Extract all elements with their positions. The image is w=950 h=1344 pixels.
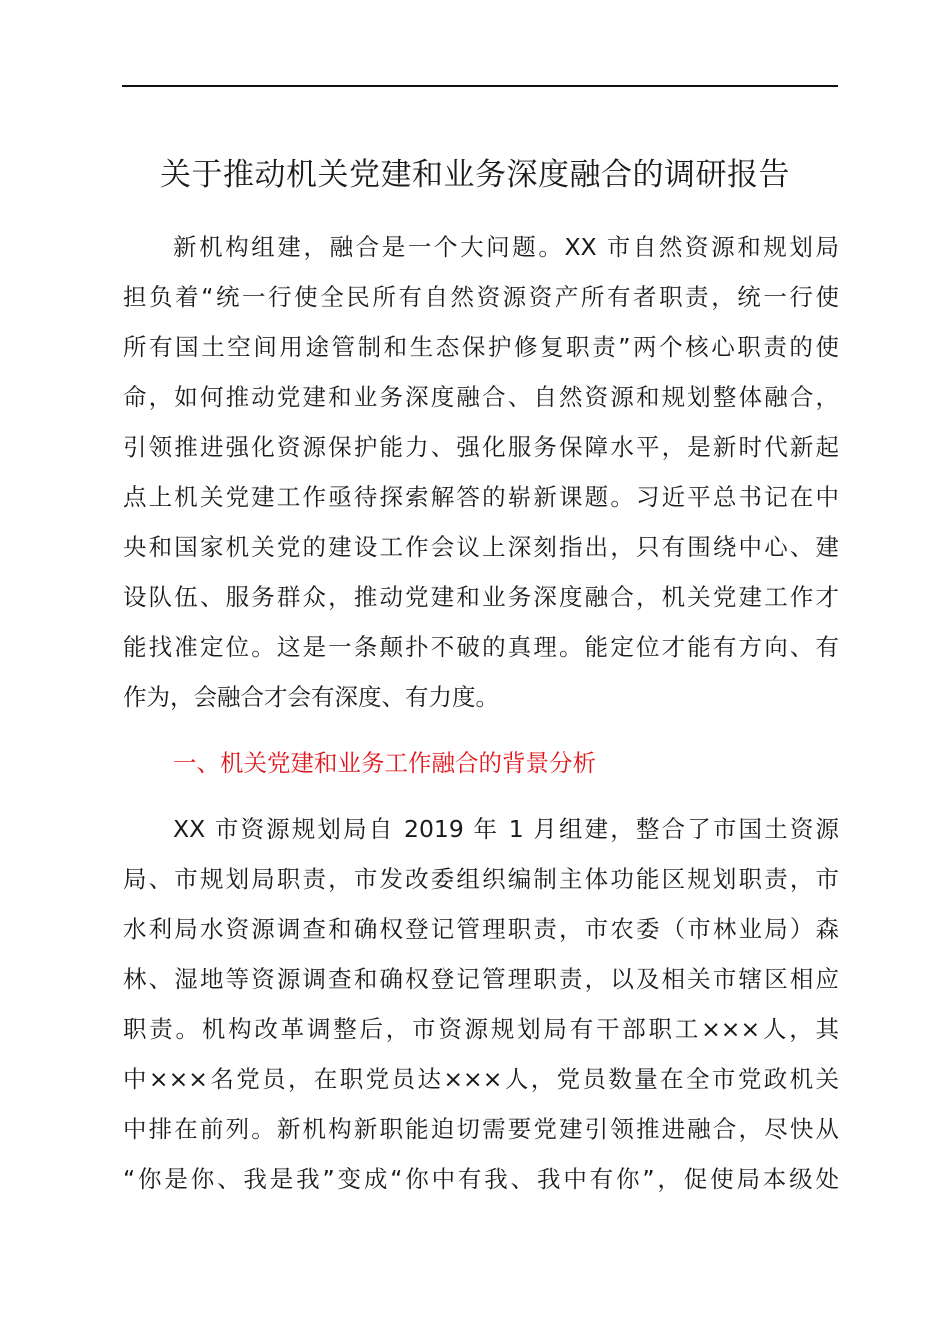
paragraph-line: 能找准定位。这是一条颠扑不破的真理。能定位才能有方向、有 <box>123 633 839 661</box>
paragraph-background <box>123 804 839 1204</box>
header-rule <box>122 85 838 87</box>
section-heading-background: 一、机关党建和业务工作融合的背景分析 <box>173 749 596 777</box>
paragraph-line: 中×××名党员，在职党员达×××人，党员数量在全市党政机关 <box>123 1065 839 1093</box>
document-title: 关于推动机关党建和业务深度融合的调研报告 <box>160 157 790 193</box>
paragraph-line: 中排在前列。新机构新职能迫切需要党建引领推进融合，尽快从 <box>123 1115 839 1143</box>
paragraph-line: 央和国家机关党的建设工作会议上深刻指出，只有围绕中心、建 <box>123 533 839 561</box>
paragraph-line: “你是你、我是我”变成“你中有我、我中有你”，促使局本级处 <box>123 1165 839 1193</box>
paragraph-line: 新机构组建，融合是一个大问题。XX 市自然资源和规划局 <box>173 233 839 261</box>
paragraph-line: 所有国土空间用途管制和生态保护修复职责”两个核心职责的使 <box>123 333 839 361</box>
paragraph-line: 局、市规划局职责，市发改委组织编制主体功能区规划职责，市 <box>123 865 839 893</box>
paragraph-line: 担负着“统一行使全民所有自然资源资产所有者职责，统一行使 <box>123 283 839 311</box>
paragraph-line: 水利局水资源调查和确权登记管理职责，市农委（市林业局）森 <box>123 915 839 943</box>
paragraph-line: 作为，会融合才会有深度、有力度。 <box>123 683 499 711</box>
paragraph-line: 引领推进强化资源保护能力、强化服务保障水平，是新时代新起 <box>123 433 839 461</box>
paragraph-line: 职责。机构改革调整后，市资源规划局有干部职工×××人，其 <box>123 1015 839 1043</box>
paragraph-line: 命，如何推动党建和业务深度融合、自然资源和规划整体融合， <box>123 383 839 411</box>
paragraph-line: 设队伍、服务群众，推动党建和业务深度融合，机关党建工作才 <box>123 583 839 611</box>
paragraph-line: 林、湿地等资源调查和确权登记管理职责，以及相关市辖区相应 <box>123 965 839 993</box>
paragraph-intro <box>123 222 839 722</box>
paragraph-line: XX 市资源规划局自 2019 年 1 月组建，整合了市国土资源 <box>173 815 839 843</box>
paragraph-line: 点上机关党建工作亟待探索解答的崭新课题。习近平总书记在中 <box>123 483 839 511</box>
